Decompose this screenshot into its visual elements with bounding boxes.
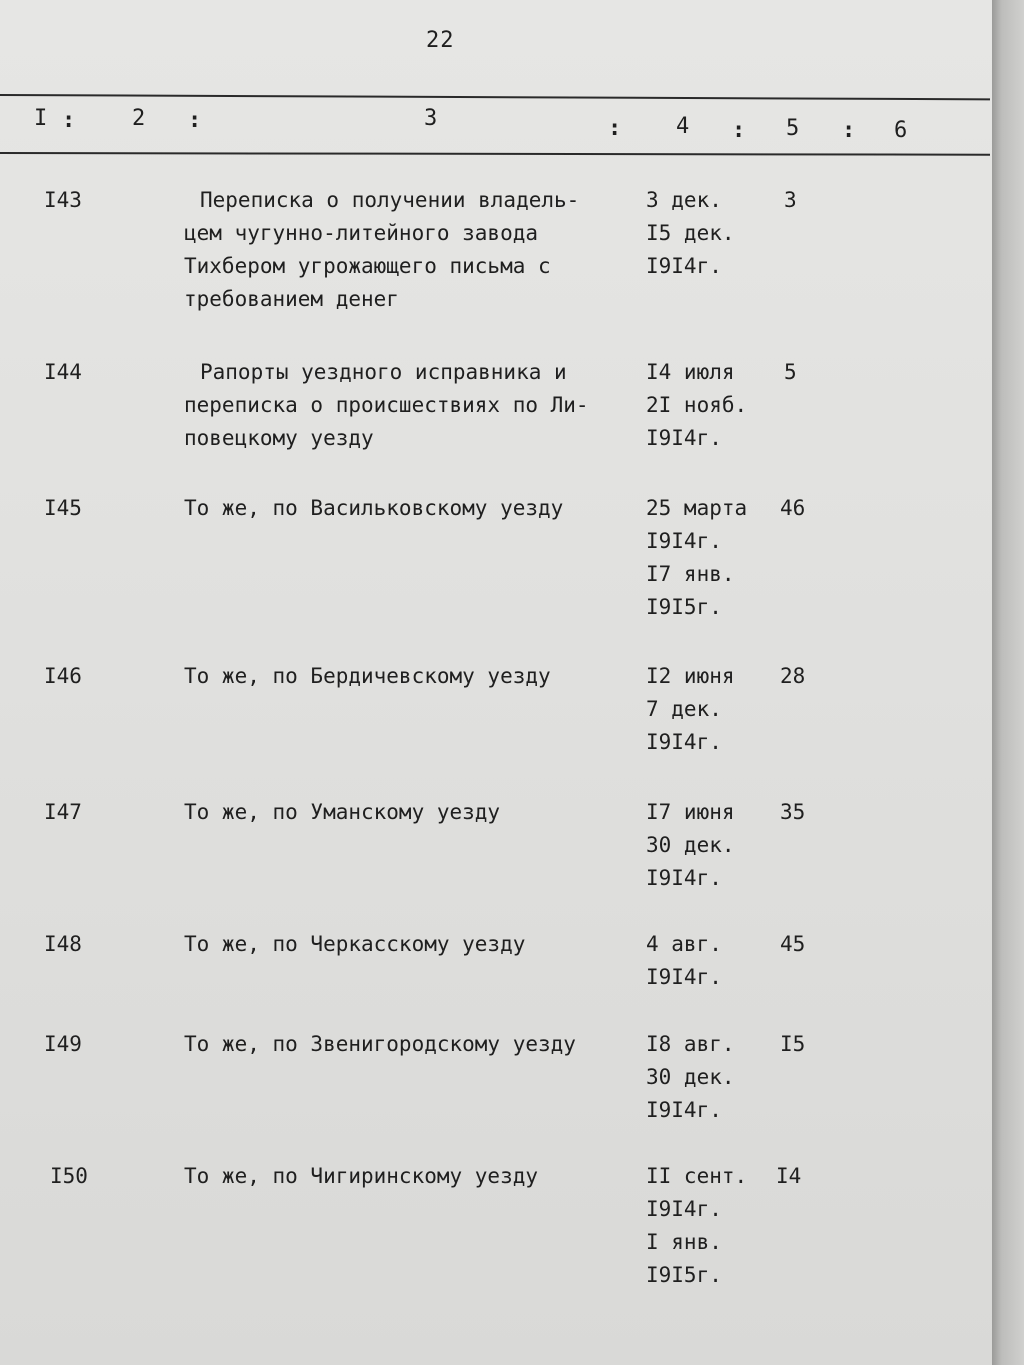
date-line: 2I нояб. bbox=[646, 393, 748, 417]
date-line: I8 авг. bbox=[646, 1032, 735, 1056]
header-separator: : bbox=[608, 116, 622, 141]
date-line: I9I5г. bbox=[646, 595, 722, 619]
record-sheets: 3 bbox=[784, 188, 797, 212]
record-dates bbox=[646, 492, 766, 624]
title-line: переписка о происшествиях по Ли- bbox=[184, 393, 589, 417]
record-number: I50 bbox=[50, 1164, 88, 1188]
record-number: I48 bbox=[44, 932, 82, 956]
date-line: 7 дек. bbox=[646, 697, 722, 721]
date-line: I4 июля bbox=[646, 360, 735, 384]
title-line: Тихбером угрожающего письма с bbox=[184, 254, 551, 278]
record-number: I47 bbox=[44, 800, 82, 824]
record-title bbox=[184, 660, 634, 693]
header-bottom-rule bbox=[0, 152, 990, 156]
header-col-6: 6 bbox=[894, 118, 908, 143]
header-col-3: 3 bbox=[424, 106, 438, 131]
header-separator: : bbox=[732, 118, 746, 143]
date-line: I9I4г. bbox=[646, 254, 722, 278]
date-line: I9I4г. bbox=[646, 426, 722, 450]
record-number: I45 bbox=[44, 496, 82, 520]
page-number: 22 bbox=[426, 28, 455, 53]
record-sheets: I4 bbox=[776, 1164, 802, 1188]
record-number: I49 bbox=[44, 1032, 82, 1056]
header-separator: : bbox=[188, 108, 202, 133]
record-title bbox=[184, 184, 634, 316]
date-line: 4 авг. bbox=[646, 932, 722, 956]
record-sheets: 35 bbox=[780, 800, 806, 824]
date-line: I9I4г. bbox=[646, 730, 722, 754]
title-line: повецкому уезду bbox=[184, 426, 374, 450]
date-line: I9I4г. bbox=[646, 965, 722, 989]
record-title bbox=[184, 796, 634, 829]
title-line: То же, по Васильковскому уезду bbox=[184, 496, 564, 520]
title-line: То же, по Чигиринскому уезду bbox=[184, 1164, 539, 1188]
date-line: I9I4г. bbox=[646, 1098, 722, 1122]
record-title bbox=[184, 1028, 634, 1061]
record-sheets: I5 bbox=[780, 1032, 806, 1056]
header-col-4: 4 bbox=[676, 114, 690, 139]
record-dates bbox=[646, 1160, 766, 1292]
title-line: То же, по Черкасскому уезду bbox=[184, 932, 526, 956]
record-dates bbox=[646, 184, 766, 283]
record-title bbox=[184, 928, 634, 961]
date-line: I2 июня bbox=[646, 664, 735, 688]
title-line: цем чугунно-литейного завода bbox=[184, 221, 539, 245]
record-title bbox=[184, 356, 634, 455]
date-line: 25 марта bbox=[646, 496, 748, 520]
title-line: требованием денег bbox=[184, 287, 399, 311]
date-line: 30 дек. bbox=[646, 1065, 735, 1089]
date-line: 3 дек. bbox=[646, 188, 722, 212]
title-line: То же, по Уманскому уезду bbox=[184, 800, 501, 824]
date-line: I7 янв. bbox=[646, 562, 735, 586]
record-sheets: 5 bbox=[784, 360, 797, 384]
record-sheets: 46 bbox=[780, 496, 806, 520]
record-number: I43 bbox=[44, 188, 82, 212]
date-line: I9I4г. bbox=[646, 866, 722, 890]
date-line: I9I4г. bbox=[646, 1197, 722, 1221]
record-title bbox=[184, 492, 634, 525]
date-line: I янв. bbox=[646, 1230, 722, 1254]
record-dates bbox=[646, 356, 766, 455]
header-separator: : bbox=[842, 118, 856, 143]
header-top-rule bbox=[0, 94, 990, 100]
title-line: То же, по Бердичевскому уезду bbox=[184, 664, 551, 688]
record-dates bbox=[646, 928, 766, 994]
title-line: Переписка о получении владель- bbox=[200, 188, 580, 212]
record-sheets: 28 bbox=[780, 664, 806, 688]
record-dates bbox=[646, 796, 766, 895]
record-number: I46 bbox=[44, 664, 82, 688]
date-line: I5 дек. bbox=[646, 221, 735, 245]
record-number: I44 bbox=[44, 360, 82, 384]
date-line: II сент. bbox=[646, 1164, 748, 1188]
header-col-1: I bbox=[34, 106, 48, 131]
title-line: Рапорты уездного исправника и bbox=[200, 360, 567, 384]
record-sheets: 45 bbox=[780, 932, 806, 956]
header-separator: : bbox=[62, 108, 76, 133]
record-dates bbox=[646, 660, 766, 759]
page-edge-shadow bbox=[992, 0, 1024, 1365]
header-col-2: 2 bbox=[132, 106, 146, 131]
date-line: I7 июня bbox=[646, 800, 735, 824]
record-dates bbox=[646, 1028, 766, 1127]
date-line: 30 дек. bbox=[646, 833, 735, 857]
date-line: I9I4г. bbox=[646, 529, 722, 553]
title-line: То же, по Звенигородскому уезду bbox=[184, 1032, 576, 1056]
record-title bbox=[184, 1160, 634, 1193]
header-col-5: 5 bbox=[786, 116, 800, 141]
date-line: I9I5г. bbox=[646, 1263, 722, 1287]
